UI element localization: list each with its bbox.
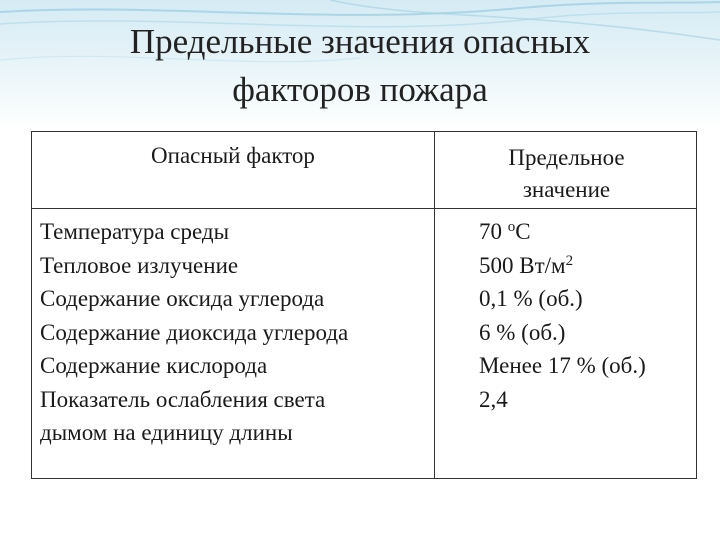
value-item bbox=[479, 349, 646, 383]
value-suffix: С bbox=[515, 219, 531, 244]
value-item bbox=[479, 316, 646, 350]
value-item bbox=[479, 383, 646, 417]
value-list bbox=[479, 215, 646, 416]
factor-item: дымом на единицу длины bbox=[40, 420, 293, 445]
title-line-2: факторов пожара bbox=[232, 70, 488, 109]
header-value-line-2: значение bbox=[522, 177, 611, 202]
header-value-line-1: Предельное bbox=[508, 145, 625, 170]
value-text: 6 % (об.) bbox=[479, 319, 566, 345]
value-text: Менее 17 % (об.) bbox=[479, 353, 646, 378]
value-text: 500 Вт/м bbox=[479, 252, 566, 278]
factor-item: Тепловое излучение bbox=[40, 252, 239, 278]
value-item bbox=[479, 215, 646, 249]
factor-item: Содержание кислорода bbox=[40, 353, 268, 378]
header-row-divider bbox=[32, 208, 696, 209]
factor-list bbox=[40, 215, 348, 450]
value-sup: о bbox=[507, 219, 516, 235]
slide-title bbox=[60, 18, 660, 114]
factor-item: Содержание диоксида углерода bbox=[40, 319, 349, 345]
factor-item: Температура среды bbox=[40, 219, 230, 244]
title-line-1: Предельные значения опасных bbox=[129, 22, 591, 61]
value-text: 2,4 bbox=[479, 386, 508, 412]
limits-table bbox=[31, 131, 697, 479]
header-factor: Опасный фактор bbox=[151, 143, 315, 168]
factor-item: Показатель ослабления света bbox=[40, 386, 326, 412]
header-value bbox=[435, 142, 698, 206]
value-text: 0,1 % (об.) bbox=[479, 286, 583, 311]
value-text: 70 bbox=[479, 219, 508, 244]
value-item bbox=[479, 249, 646, 283]
factor-item: Содержание оксида углерода bbox=[40, 286, 325, 311]
value-item bbox=[479, 282, 646, 316]
value-sup: 2 bbox=[565, 252, 574, 269]
